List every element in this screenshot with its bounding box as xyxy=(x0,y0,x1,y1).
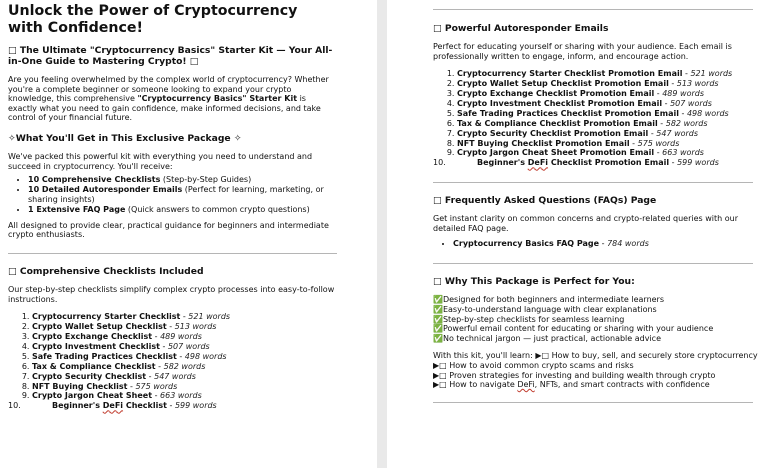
faq-list xyxy=(433,239,758,249)
list-item: • Cryptocurrency Basics FAQ Page - 784 words xyxy=(453,239,758,249)
divider xyxy=(433,9,753,10)
list-item: 1. Cryptocurrency Starter Checklist Promotion Email - 521 words xyxy=(457,69,758,79)
learn-intro: With this kit, you'll learn: ▶□ How to buy, sell, and securely store cryptocurrency xyxy=(433,351,758,361)
check-item: ✅Powerful email content for educating or sharing with your audience xyxy=(433,324,714,334)
list-item: • 10 Detailed Autoresponder Emails (Perfect for learning, marketing, or sharing insights) xyxy=(28,185,337,205)
package-list xyxy=(8,175,337,215)
list-item: 10. Beginner's DeFi Checklist - 599 words xyxy=(8,401,217,411)
why-heading: □ Why This Package is Perfect for You: xyxy=(433,276,635,288)
package-intro: We've packed this powerful kit with everything you need to understand and succeed in cryptocurrency. You'll receive: xyxy=(8,151,313,171)
kit-heading: □ The Ultimate "Cryptocurrency Basics" Starter Kit — Your All-in-One Guide to Mastering Crypto! □ xyxy=(8,45,333,67)
divider xyxy=(433,182,753,183)
checklists-heading: □ Comprehensive Checklists Included xyxy=(8,265,204,277)
list-item: 7. Crypto Security Checklist Promotion Email - 547 words xyxy=(457,129,758,139)
faq-heading: □ Frequently Asked Questions (FAQs) Page xyxy=(433,195,657,207)
package-heading: ✧What You'll Get in This Exclusive Package ✧ xyxy=(8,132,242,144)
check-item: ✅Designed for both beginners and intermediate learners xyxy=(433,295,665,305)
divider xyxy=(433,402,753,403)
list-item: 5. Safe Trading Practices Checklist Promotion Email - 498 words xyxy=(457,109,758,119)
intro-paragraph: Are you feeling overwhelmed by the complex world of cryptocurrency? Whether you're a complete beginner or someone looking to expand your crypto knowledge, this comprehensive "Cryptocurrency Basics" Starter Kit is exactly what you need to gain confidence, make informed decisions, and take control of your financial future. xyxy=(8,75,329,123)
check-item: ✅Easy-to-understand language with clear explanations xyxy=(433,304,657,314)
check-item: ✅No technical jargon — just practical, actionable advice xyxy=(433,333,661,343)
learn-item: ▶□ How to avoid common crypto scams and risks xyxy=(433,360,634,370)
list-item: 6. Tax & Compliance Checklist - 582 words xyxy=(32,362,337,372)
left-page xyxy=(0,0,377,468)
list-item: 9. Crypto Jargon Cheat Sheet - 663 words xyxy=(32,391,337,401)
list-item: 3. Crypto Exchange Checklist - 489 words xyxy=(32,332,337,342)
list-item: 10. Beginner's DeFi Checklist Promotion Email - 599 words xyxy=(433,158,719,168)
emails-list xyxy=(433,69,758,168)
page-title: Unlock the Power of Cryptocurrency with Confidence! xyxy=(8,3,298,36)
list-item: 9. Crypto Jargon Cheat Sheet Promotion Email - 663 words xyxy=(457,148,758,158)
list-item: 3. Crypto Exchange Checklist Promotion Email - 489 words xyxy=(457,89,758,99)
emails-intro: Perfect for educating yourself or sharing with your audience. Each email is professionally written to engage, inform, and encourage action. xyxy=(433,42,732,61)
package-outro: All designed to provide clear, practical guidance for beginners and intermediate crypto enthusiasts. xyxy=(8,220,329,240)
right-page xyxy=(387,0,768,468)
list-item: 4. Crypto Investment Checklist Promotion Email - 507 words xyxy=(457,99,758,109)
emails-heading: □ Powerful Autoresponder Emails xyxy=(433,23,609,34)
list-item: 5. Safe Trading Practices Checklist - 498 words xyxy=(32,352,337,362)
list-item: 1. Cryptocurrency Starter Checklist - 521 words xyxy=(32,312,337,322)
list-item: • 10 Comprehensive Checklists (Step-by-Step Guides) xyxy=(28,175,337,185)
list-item: • 1 Extensive FAQ Page (Quick answers to common crypto questions) xyxy=(28,205,337,215)
why-list xyxy=(433,295,758,343)
checklists-list xyxy=(8,312,337,411)
learn-item: ▶□ Proven strategies for investing and building wealth through crypto xyxy=(433,370,716,380)
list-item: 4. Crypto Investment Checklist - 507 words xyxy=(32,342,337,352)
checklists-intro: Our step-by-step checklists simplify complex crypto processes into easy-to-follow instructions. xyxy=(8,284,335,304)
divider xyxy=(433,263,753,264)
check-item: ✅Step-by-step checklists for seamless learning xyxy=(433,314,625,324)
faq-intro: Get instant clarity on common concerns and crypto-related queries with our detailed FAQ page. xyxy=(433,214,738,233)
divider xyxy=(8,253,337,254)
list-item: 8. NFT Buying Checklist Promotion Email - 575 words xyxy=(457,139,758,149)
list-item: 8. NFT Buying Checklist - 575 words xyxy=(32,382,337,392)
list-item: 2. Crypto Wallet Setup Checklist - 513 words xyxy=(32,322,337,332)
list-item: 6. Tax & Compliance Checklist Promotion Email - 582 words xyxy=(457,119,758,129)
list-item: 2. Crypto Wallet Setup Checklist Promotion Email - 513 words xyxy=(457,79,758,89)
learn-item: ▶□ How to navigate DeFi, NFTs, and smart contracts with confidence xyxy=(433,380,710,390)
list-item: 7. Crypto Security Checklist - 547 words xyxy=(32,372,337,382)
